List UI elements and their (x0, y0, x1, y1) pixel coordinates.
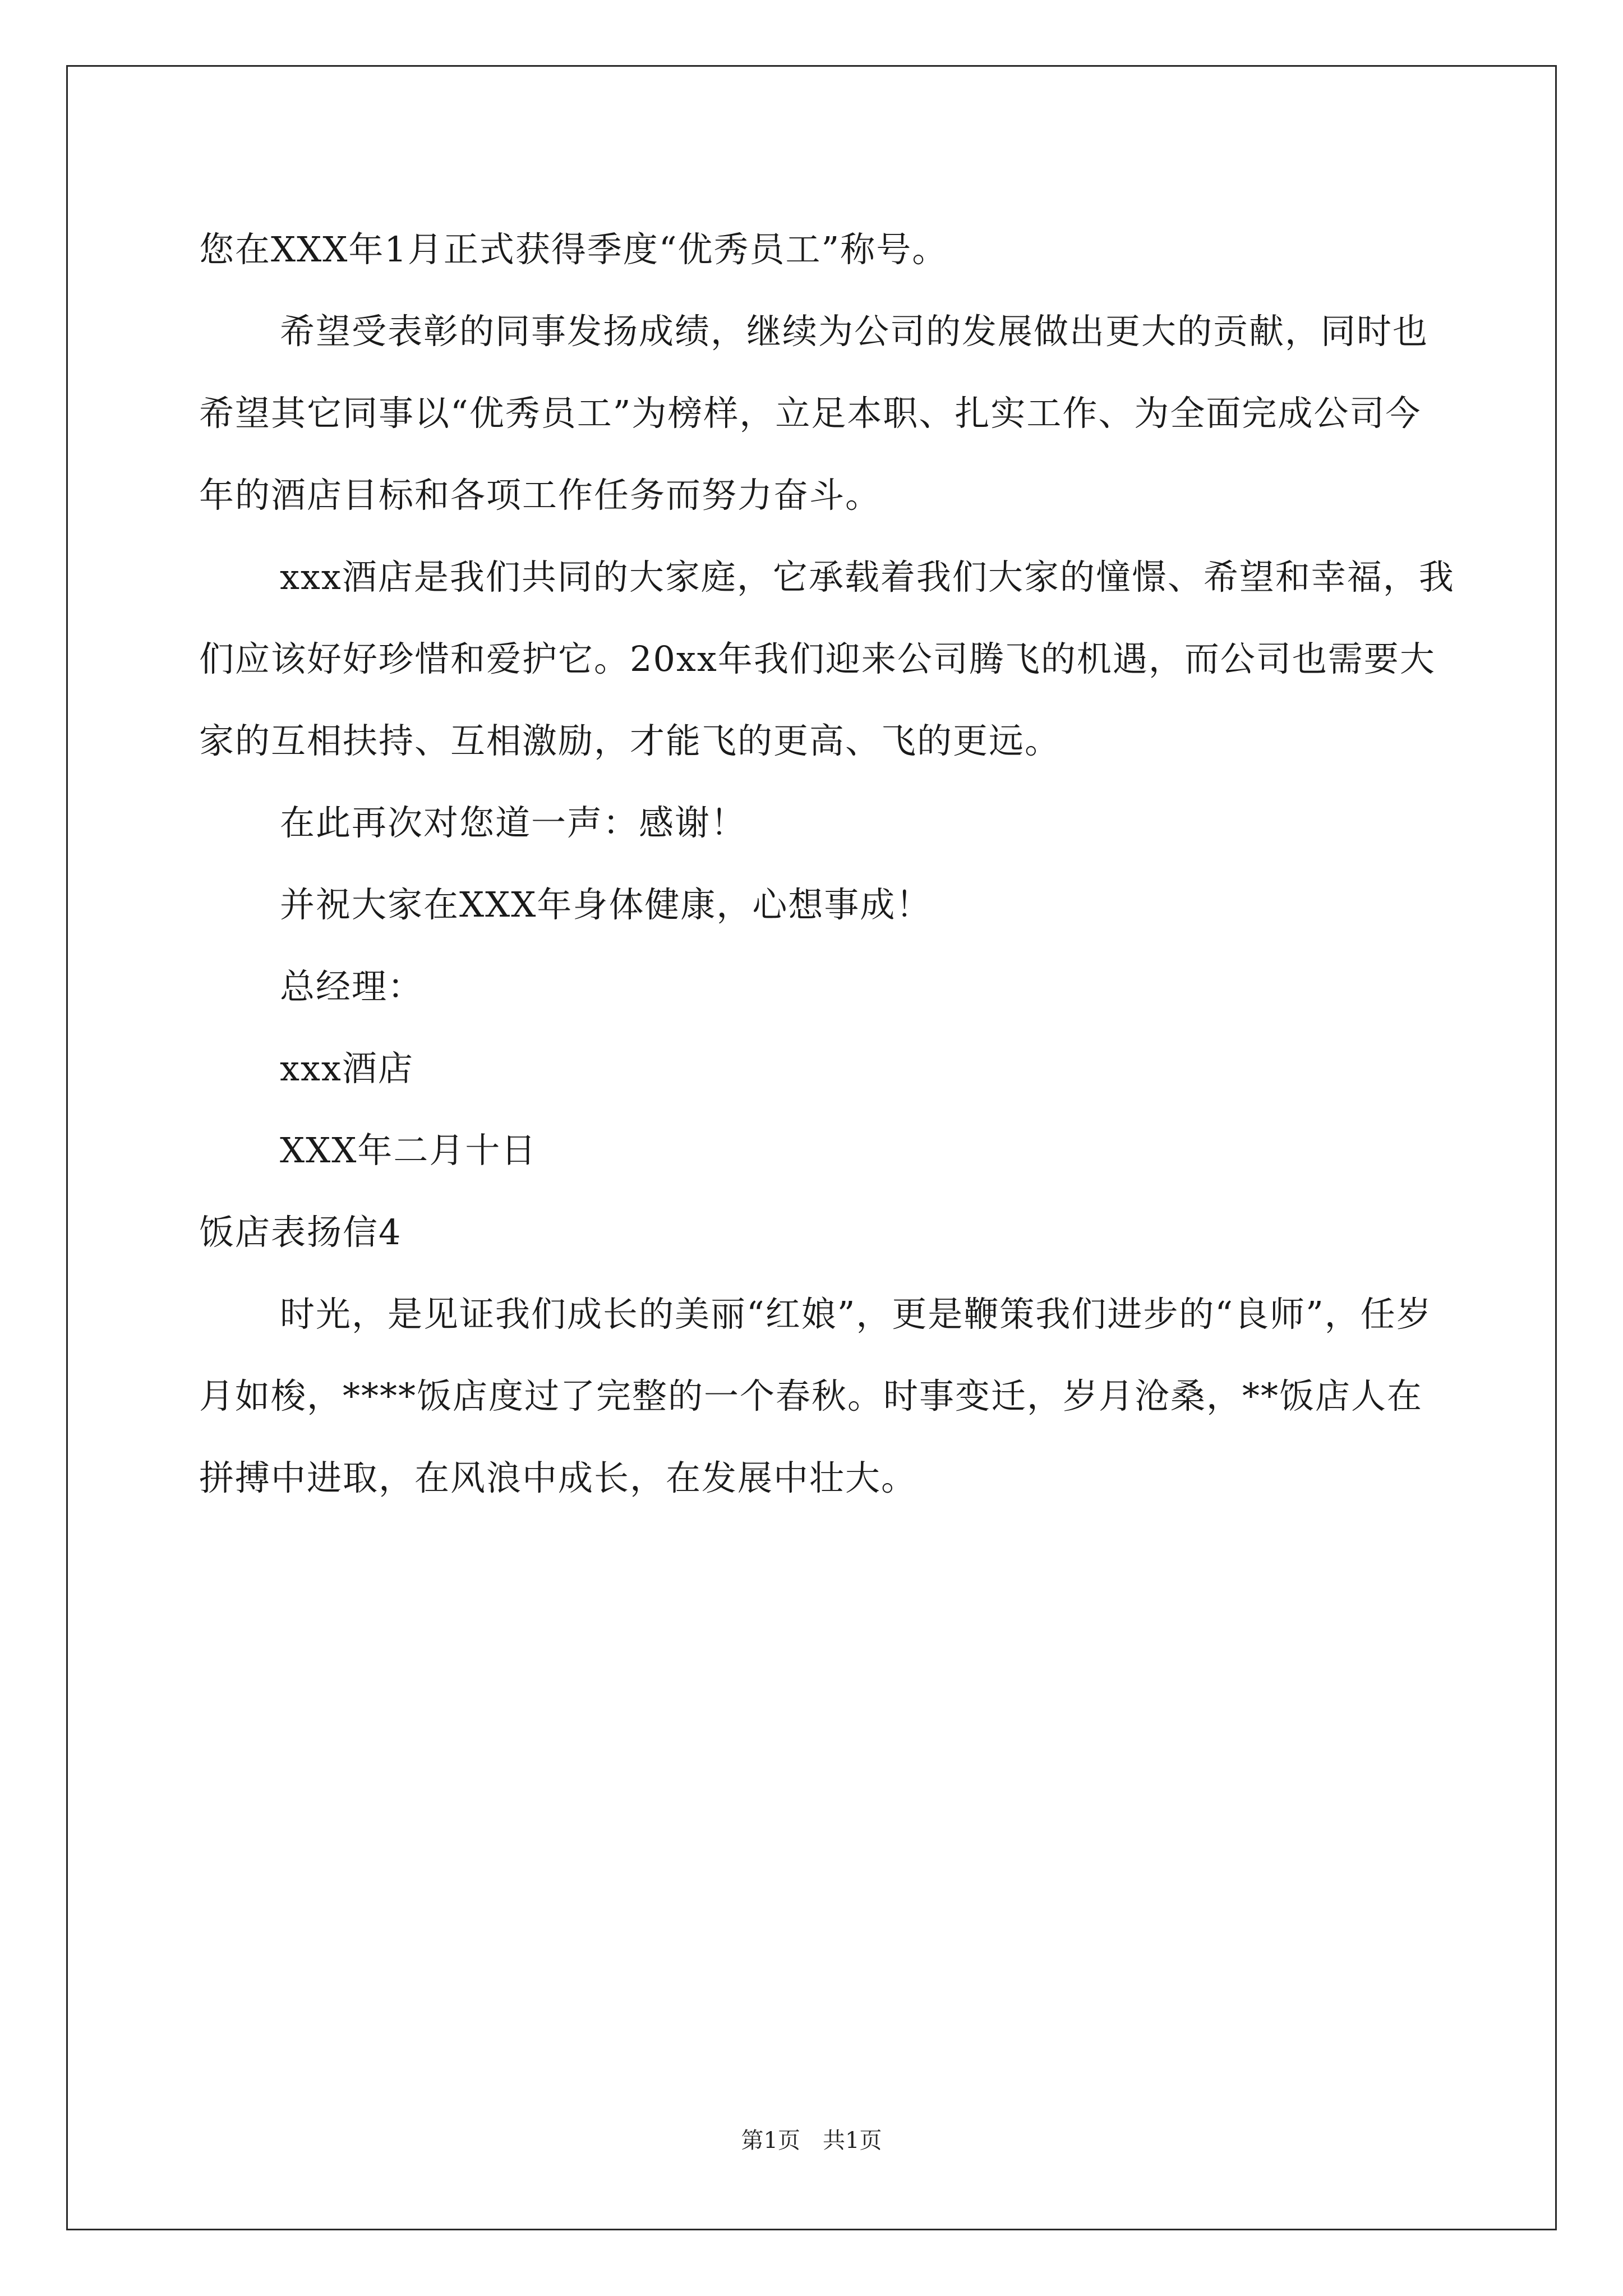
paragraph-thanks: 在此再次对您道一声：感谢！ (280, 802, 747, 843)
paragraph-time: 时光，是见证我们成长的美丽“红娘”，更是鞭策我们进步的“良师”，任岁月如梭，****饭店度过了完整的一个春秋。时事变迁，岁月沧桑，**饭店人在拼搏中进取，在风浪中成长，在发展中壮大。 (199, 1294, 1432, 1498)
signature-title: 总经理： (280, 966, 424, 1007)
paragraph-wishes: 并祝大家在XXX年身体健康，心想事成！ (280, 884, 932, 925)
signature-date: XXX年二月十日 (280, 1130, 537, 1171)
signature-hotel: xxx酒店 (280, 1048, 414, 1089)
paragraph-award-notice: 您在XXX年1月正式获得季度“优秀员工”称号。 (199, 229, 948, 270)
page-footer: 第1页 共1页 (741, 2128, 882, 2154)
section-heading: 饭店表扬信4 (199, 1212, 402, 1253)
document-body (199, 209, 1455, 1519)
paragraph-hope: 希望受表彰的同事发扬成绩，继续为公司的发展做出更大的贡献，同时也希望其它同事以“优秀员工”为榜样，立足本职、扎实工作、为全面完成公司今年的酒店目标和各项工作任务而努力奋斗。 (199, 311, 1429, 516)
paragraph-hotel-family: xxx酒店是我们共同的大家庭，它承载着我们大家的憧憬、希望和幸福，我们应该好好珍惜和爱护它。20xx年我们迎来公司腾飞的机遇，而公司也需要大家的互相扶持、互相激励，才能飞的更高、飞的更远。 (199, 556, 1455, 761)
